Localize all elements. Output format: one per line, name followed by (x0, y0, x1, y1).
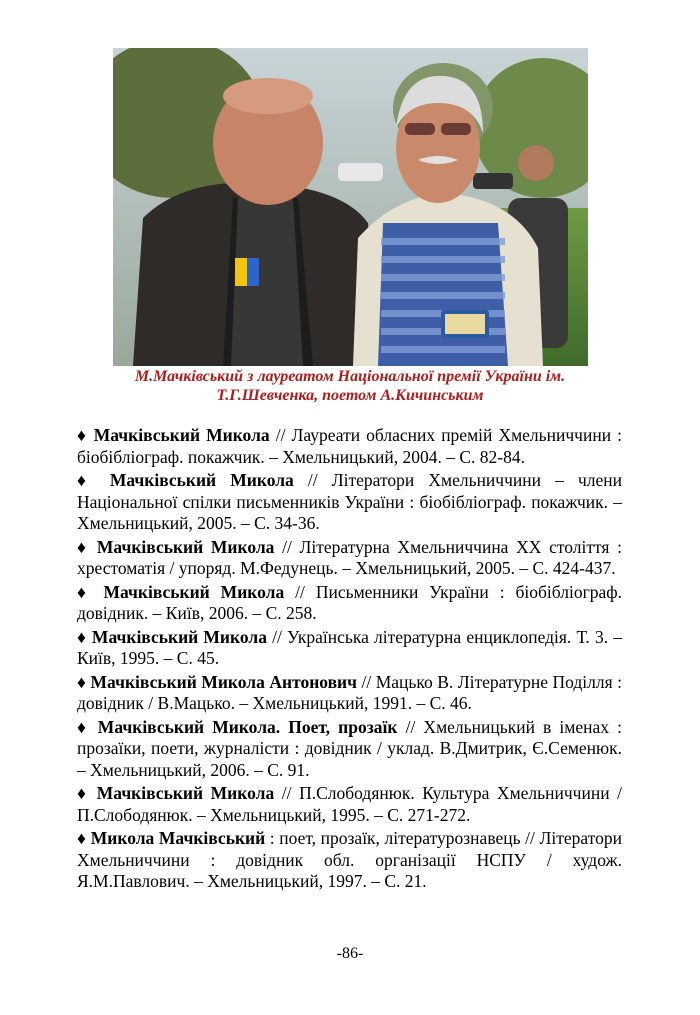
entry-text: : поет, прозаїк, літературознавець // Літератори Хмельниччини : довідник обл. організації НСПУ / худож. Я.М.Павлович. – Хмельницький, 1997. – С. 21. (77, 828, 622, 891)
entry-title: Мачківський Микола (91, 626, 267, 647)
entry-title: Мачківський Микола (93, 425, 270, 445)
list-item (77, 672, 622, 715)
entry-text: // Лауреати обласних премій Хмельниччини : біобібліограф. покажчик. – Хмельницький, 2004. – С. 82-84. (77, 425, 623, 467)
entry-title: Мачківський Микола Антонович (90, 671, 357, 692)
list-item (77, 470, 622, 535)
photo-caption-line-2: Т.Г.Шевченка, поетом А.Кичинським (216, 387, 484, 404)
photo-caption-line-1: М.Мачківський з лауреатом Національної премії України ім. (134, 368, 566, 385)
entry-title: Микола Мачківський (90, 828, 266, 848)
diamond-bullet-icon: ♦ (77, 671, 87, 692)
diamond-bullet-icon: ♦ (77, 536, 90, 557)
entry-text: // Письменники України : біобібліограф. довідник. – Київ, 2006. – С. 258. (77, 581, 623, 623)
diamond-bullet-icon: ♦ (77, 626, 87, 647)
entry-title: Мачківський Микола (109, 470, 294, 490)
list-item (77, 627, 622, 670)
list-item (77, 537, 622, 580)
entry-title: Мачківський Микола (96, 536, 275, 557)
photo-icon (113, 48, 588, 366)
list-item (77, 425, 622, 468)
list-item (77, 582, 622, 625)
bibliography-list (77, 425, 622, 895)
entry-title: Мачківський Микола. Поет, прозаїк (97, 716, 398, 737)
entry-text: // Літератори Хмельниччини – члени Національної спілки письменників України : біобібліограф. покажчик. – Хмельницький, 2005. – С. 34-36. (77, 470, 623, 533)
entry-text: // Мацько В. Літературне Поділля : довідник / В.Мацько. – Хмельницький, 1991. – С. 46. (77, 671, 622, 713)
list-item (77, 783, 622, 826)
diamond-bullet-icon: ♦ (77, 470, 96, 490)
diamond-bullet-icon: ♦ (77, 828, 87, 848)
entry-text: // П.Слободянюк. Культура Хмельниччини / П.Слободянюк. – Хмельницький, 1995. – С. 271-272. (77, 783, 623, 825)
diamond-bullet-icon: ♦ (77, 716, 90, 737)
entry-title: Мачківський Микола (96, 783, 275, 803)
entry-text: // Українська літературна енциклопедія. Т. 3. – Київ, 1995. – С. 45. (77, 626, 623, 668)
page-number: -86- (336, 945, 364, 962)
diamond-bullet-icon: ♦ (77, 581, 93, 602)
entry-title: Мачківський Микола (103, 581, 285, 602)
entry-text: // Літературна Хмельниччина ХХ століття : хрестоматія / упоряд. М.Федунець. – Хмельницький, 2005. – С. 424-437. (77, 536, 623, 578)
diamond-bullet-icon: ♦ (77, 425, 88, 445)
entry-text: // Хмельницький в іменах : прозаїки, поети, журналісти : довідник / уклад. В.Дмитрик, Є.Семенюк. – Хмельницький, 2006. – С. 91. (77, 716, 622, 780)
list-item (77, 717, 622, 782)
diamond-bullet-icon: ♦ (77, 783, 90, 803)
list-item (77, 828, 622, 893)
photograph (113, 48, 588, 366)
